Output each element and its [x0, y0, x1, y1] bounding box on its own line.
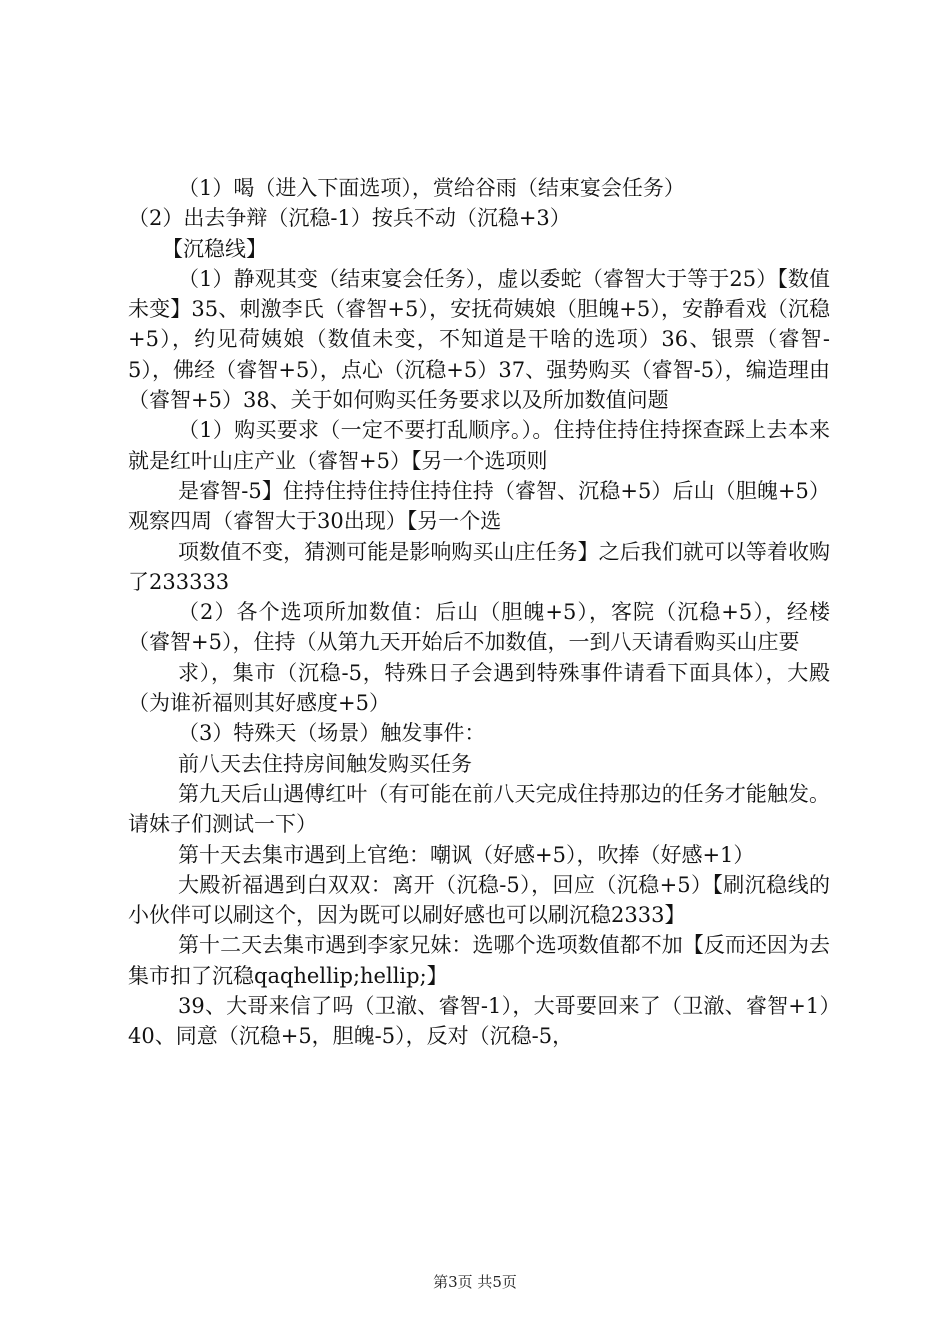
paragraph: 大殿祈福遇到白双双：离开（沉稳-5），回应（沉稳+5）【刷沉稳线的小伙伴可以刷这个，因为既可以刷好感也可以刷沉稳2333】 [128, 872, 830, 928]
paragraph: 项数值不变，猜测可能是影响购买山庄任务】之后我们就可以等着收购了233333 [128, 539, 830, 594]
paragraph: （3）特殊天（场景）触发事件： [178, 721, 486, 746]
paragraph: 第十天去集市遇到上官绝：嘲讽（好感+5），吹捧（好感+1） [178, 842, 755, 867]
paragraph: 求），集市（沉稳-5，特殊日子会遇到特殊事件请看下面具体），大殿（为谁祈福则其好感度+5） [128, 660, 830, 716]
paragraph: （1）静观其变（结束宴会任务），虚以委蛇（睿智大于等于25）【数值未变】35、刺激李氏（睿智+5），安抚荷姨娘（胆魄+5），安静看戏（沉稳+5），约见荷姨娘（数值未变，不知道是干啥的选项）36、银票（睿智-5），佛经（睿智+5），点心（沉稳+5）37、强势购买（睿智-5），编造理由（睿智+5）38、关于如何购买任务要求以及所加数值问题 [128, 266, 830, 413]
page-number: 第3页 共5页 [433, 1273, 517, 1291]
paragraph: 39、大哥来信了吗（卫澈、睿智-1），大哥要回来了（卫澈、睿智+1）40、同意（沉稳+5，胆魄-5），反对（沉稳-5， [128, 994, 830, 1049]
paragraph: （2）出去争辩（沉稳-1）按兵不动（沉稳+3） [128, 206, 571, 231]
paragraph: 是睿智-5】住持住持住持住持住持（睿智、沉稳+5）后山（胆魄+5）观察四周（睿智大于30出现）【另一个选 [128, 478, 830, 534]
document-body [128, 173, 830, 1052]
paragraph: （2）各个选项所加数值：后山（胆魄+5），客院（沉稳+5），经楼（睿智+5），住持（从第九天开始后不加数值，一到八天请看购买山庄要 [128, 600, 830, 655]
paragraph: 前八天去住持房间触发购买任务 [178, 751, 472, 776]
paragraph: 第十二天去集市遇到李家兄妹：选哪个选项数值都不加【反而还因为去集市扣了沉稳qaqhellip;hellip;】 [128, 933, 830, 988]
page-footer [0, 1271, 950, 1292]
paragraph: （1）喝（进入下面选项），赏给谷雨（结束宴会任务） [178, 176, 685, 200]
paragraph: 第九天后山遇傅红叶（有可能在前八天完成住持那边的任务才能触发。请妹子们测试一下） [128, 781, 830, 837]
paragraph: 【沉稳线】 [162, 236, 267, 261]
paragraph: （1）购买要求（一定不要打乱顺序。）。住持住持住持探查踩上去本来就是红叶山庄产业（睿智+5）【另一个选项则 [128, 418, 830, 473]
